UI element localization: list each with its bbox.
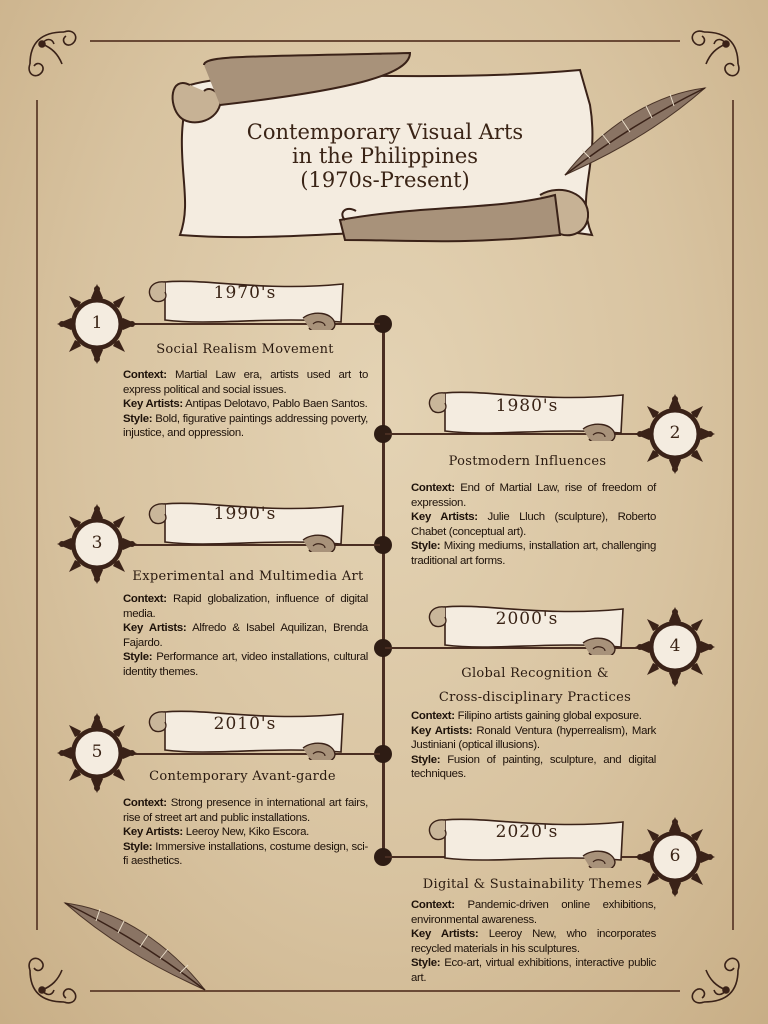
era-heading-5: Contemporary Avant-garde: [149, 769, 336, 784]
corner-ornament-bottom-right: [676, 940, 746, 1010]
era-artists-2: Key Artists: Julie Lluch (sculpture), Roberto Chabet (conceptual art).: [411, 511, 656, 538]
era-number-2: 2: [669, 423, 681, 443]
era-style-2: Style: Mixing mediums, installation art, challenging traditional art forms.: [411, 540, 656, 567]
feather-bottom: [60, 895, 210, 995]
era-style-1: Style: Bold, figurative paintings addressing poverty, injustice, and oppression.: [123, 412, 368, 439]
era-body-1: [123, 368, 368, 441]
era-number-3: 3: [91, 533, 103, 553]
era-heading-4: Global Recognition & Cross-disciplinary Practices: [438, 666, 632, 705]
era-heading-1: Social Realism Movement: [156, 342, 334, 357]
frame-right: [732, 100, 734, 930]
decade-label-6: 2020's: [495, 822, 559, 842]
era-context-1: Context: Martial Law era, artists used art to express political and social issues.: [123, 369, 368, 396]
era-artists-5: Key Artists: Leeroy New, Kiko Escora.: [123, 826, 310, 838]
era-artists-6: Key Artists: Leeroy New, who incorporates recycled materials in his sculptures.: [411, 928, 656, 955]
era-artists-1: Key Artists: Antipas Delotavo, Pablo Baen Santos.: [123, 398, 368, 410]
title-line-1: Contemporary Visual Arts: [246, 120, 524, 144]
era-body-3: [123, 592, 368, 679]
era-context-5: Context: Strong presence in international art fairs, rise of street art and public installations.: [123, 797, 368, 824]
era-number-4: 4: [669, 636, 681, 656]
decade-label-5: 2010's: [213, 714, 277, 734]
era-context-3: Context: Rapid globalization, influence of digital media.: [123, 593, 368, 620]
era-number-5: 5: [91, 742, 103, 762]
era-style-3: Style: Performance art, video installations, cultural identity themes.: [123, 651, 368, 678]
era-body-5: [123, 796, 368, 869]
era-number-1: 1: [91, 313, 103, 333]
era-body-4: [411, 709, 656, 782]
era-context-2: Context: End of Martial Law, rise of freedom of expression.: [411, 482, 656, 509]
title-line-2: in the Philippines: [291, 144, 479, 168]
timeline-spine: [382, 323, 385, 858]
frame-left: [36, 100, 38, 930]
era-body-6: [411, 898, 656, 985]
era-context-6: Context: Pandemic-driven online exhibitions, environmental awareness.: [411, 899, 656, 926]
era-heading-2: Postmodern Influences: [448, 454, 607, 469]
era-context-4: Context: Filipino artists gaining global exposure.: [411, 710, 642, 722]
era-style-6: Style: Eco-art, virtual exhibitions, interactive public art.: [411, 957, 656, 984]
page-title: [200, 120, 570, 192]
era-heading-3: Experimental and Multimedia Art: [132, 569, 364, 584]
decade-label-4: 2000's: [495, 609, 559, 629]
corner-ornament-top-left: [22, 24, 92, 94]
feather-top: [560, 80, 710, 180]
era-artists-4: Key Artists: Ronald Ventura (hyperrealism), Mark Justiniani (optical illusions).: [411, 724, 656, 751]
decade-label-1: 1970's: [213, 283, 277, 303]
title-line-3: (1970s-Present): [300, 168, 470, 192]
era-artists-3: Key Artists: Alfredo & Isabel Aquilizan, Brenda Fajardo.: [123, 622, 368, 649]
decade-label-3: 1990's: [213, 504, 277, 524]
era-number-6: 6: [669, 846, 681, 866]
era-style-4: Style: Fusion of painting, sculpture, and digital techniques.: [411, 753, 656, 780]
decade-label-2: 1980's: [495, 396, 559, 416]
era-style-5: Style: Immersive installations, costume design, sci-fi aesthetics.: [123, 840, 368, 867]
era-body-2: [411, 481, 656, 568]
frame-top: [90, 40, 680, 42]
era-heading-6: Digital & Sustainability Themes: [422, 877, 643, 892]
